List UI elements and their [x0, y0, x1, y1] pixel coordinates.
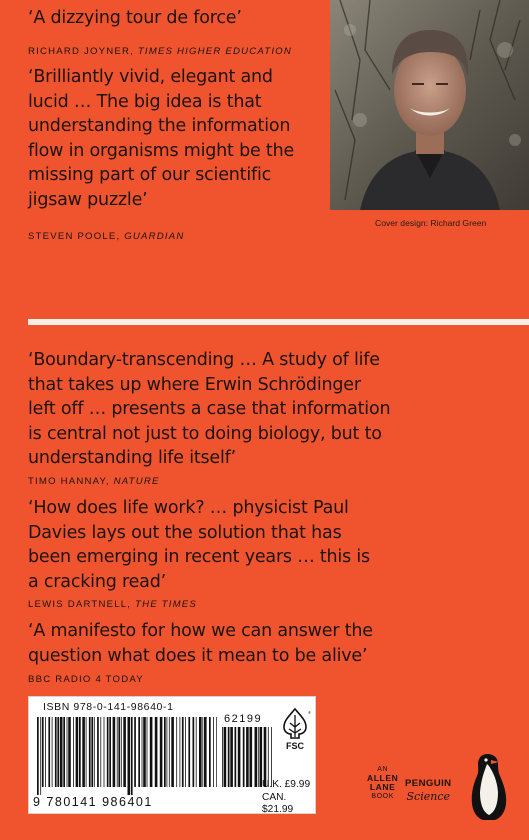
barcode-bar — [167, 717, 168, 787]
barcode-bar — [235, 727, 237, 787]
barcode-digits: 9 780141 986401 — [33, 795, 153, 809]
barcode-bar — [164, 717, 166, 787]
barcode-bar — [193, 717, 195, 787]
barcode-bar — [60, 717, 63, 787]
price-block — [262, 779, 315, 817]
barcode-bar — [42, 717, 44, 787]
quote-3-attribution: TIMO HANNAY, NATURE — [28, 476, 160, 487]
barcode-bar — [113, 717, 116, 787]
fsc-label: FSC — [286, 741, 304, 751]
barcode-bar — [52, 717, 53, 787]
fsc-logo — [278, 707, 312, 753]
barcode-bar — [128, 717, 131, 795]
barcode-bar — [134, 717, 136, 787]
barcode-bar — [260, 727, 263, 787]
penguin-science-imprint: PENGUIN Science — [405, 778, 452, 803]
barcode-bar — [258, 727, 259, 787]
price-can: CAN. $21.99 — [262, 791, 294, 815]
author-photo-image — [330, 0, 529, 210]
barcode-bar — [188, 717, 190, 787]
barcode-bar — [216, 717, 217, 787]
quote-2-attribution: STEVEN POOLE, GUARDIAN — [28, 231, 185, 242]
cover-design-credit: Cover design: Richard Green — [375, 218, 487, 228]
barcode-bar — [142, 717, 143, 787]
barcode-bar — [169, 717, 170, 787]
barcode-bar — [91, 717, 93, 787]
barcode-bar — [55, 717, 57, 787]
quote-1-attribution: RICHARD JOYNER, TIMES HIGHER EDUCATION — [28, 46, 292, 57]
barcode-bar — [155, 717, 158, 787]
barcode-bar — [255, 727, 258, 787]
barcode-bar — [76, 717, 79, 787]
barcode-bar — [100, 717, 101, 787]
barcode-bar — [118, 717, 120, 787]
barcode-bar — [182, 717, 184, 787]
barcode-bar — [79, 717, 81, 787]
barcode-bar — [202, 717, 203, 787]
barcode-bar — [63, 717, 65, 787]
barcode-bar — [246, 727, 249, 787]
penguin-logo-icon — [467, 752, 511, 824]
barcode-bar — [67, 717, 68, 787]
barcode-bar — [104, 717, 105, 787]
barcode-box — [28, 696, 316, 814]
quote-4: ‘How does life work? … physicist Paul Davies lays out the solution that has been emerging in recent years … this is a cracking read’ — [28, 498, 370, 592]
barcode-bar — [268, 727, 269, 787]
barcode-bar — [209, 717, 211, 787]
author-photo — [330, 0, 529, 210]
barcode-bar — [86, 717, 87, 787]
barcode-bar — [68, 717, 71, 787]
barcode-bar — [180, 717, 181, 787]
barcode-bar — [82, 717, 85, 787]
barcode-bar — [224, 727, 227, 787]
barcode-bar — [250, 727, 253, 787]
barcode-bar — [185, 717, 186, 787]
barcode-bar — [150, 717, 153, 787]
quote-2: ‘Brilliantly vivid, elegant and lucid … The big idea is that understanding the information flow in organisms might be the missing part of our scientific jigsaw puzzle’ — [28, 67, 295, 210]
svg-text:®: ® — [308, 710, 311, 715]
barcode-bar — [40, 717, 41, 795]
barcode-bar — [160, 717, 163, 787]
barcode-bar — [243, 727, 245, 787]
barcode-bar — [48, 717, 50, 787]
barcode-bar — [117, 717, 118, 787]
barcode-bar — [222, 727, 223, 787]
barcode-bar — [196, 717, 197, 787]
barcode-bar — [107, 717, 109, 787]
ean-barcode — [37, 717, 217, 795]
barcode-bar — [121, 717, 122, 787]
barcode-bar — [213, 717, 214, 787]
barcode-bar — [94, 717, 95, 787]
quote-5-attribution: BBC RADIO 4 TODAY — [28, 674, 144, 685]
barcode-bar — [57, 717, 59, 787]
barcode-bar — [73, 717, 74, 787]
barcode-bar — [204, 717, 207, 787]
barcode-bar — [45, 717, 46, 787]
barcode-bar — [131, 717, 133, 795]
barcode-bar — [171, 717, 174, 787]
barcode-bar — [238, 727, 241, 787]
barcode-bar — [37, 717, 39, 795]
price-uk: U.K. £9.99 — [262, 779, 311, 790]
quote-4-attribution: LEWIS DARTNELL, THE TIMES — [28, 599, 197, 610]
quote-3: ‘Boundary-transcending … A study of life that takes up where Erwin Schrödinger left off … presents a case that information is central not just to doing biology, but to understanding life itself’ — [28, 350, 391, 468]
barcode-bar — [123, 717, 126, 787]
divider-rule — [28, 319, 529, 325]
barcode-bar — [199, 717, 202, 787]
barcode-bar — [147, 717, 148, 787]
barcode-bar — [228, 727, 230, 787]
barcode-addon-digits: 62199 — [224, 713, 263, 725]
barcode-bar — [89, 717, 91, 787]
quote-5: ‘A manifesto for how we can answer the question what does it mean to be alive’ — [28, 621, 373, 666]
isbn-number: ISBN 978-0-141-98640-1 — [43, 701, 174, 713]
barcode-bar — [230, 727, 233, 787]
quote-1: ‘A dizzying tour de force’ — [28, 8, 242, 28]
barcode-bar — [271, 727, 272, 787]
barcode-bar — [143, 717, 146, 787]
barcode-bar — [109, 717, 111, 787]
barcode-bar — [138, 717, 140, 787]
allen-lane-logo: AN ALLEN LANE BOOK — [367, 766, 399, 800]
barcode-bar — [97, 717, 99, 787]
barcode-bar — [176, 717, 177, 787]
barcode-bar — [264, 727, 267, 787]
